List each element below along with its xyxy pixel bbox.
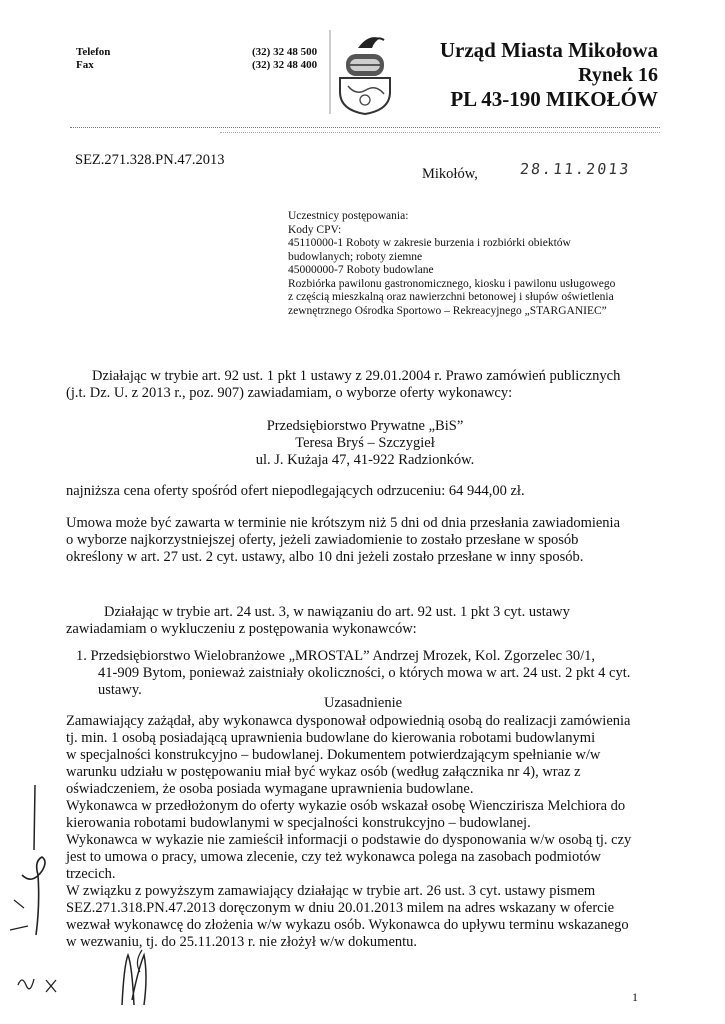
justification-heading: Uzasadnienie: [323, 695, 403, 711]
office-street: Rynek 16: [578, 64, 658, 86]
page-number: 1: [632, 990, 638, 1004]
office-postal: PL 43-190 MIKOŁÓW: [450, 87, 658, 111]
justification-line: warunku udziału w postępowaniu miał być wykaz osób (według załącznika nr 4), wraz z: [66, 764, 581, 780]
agreement-paragraph: [66, 515, 662, 566]
justification-line: W związku z powyższym zamawiający działając w trybie art. 26 ust. 3 cyt. ustawy pismem: [66, 883, 596, 899]
justification-line: oświadczeniem, że osoba posiada wymagane uprawnienia budowlane.: [66, 781, 474, 797]
agreement-line: określony w art. 27 ust. 2 cyt. ustawy, albo 10 dni jeżeli zostało przesłane w inny sposób.: [66, 549, 584, 565]
agreement-line: o wyborze najkorzystniejszej oferty, jeżeli zawiadomienie to zostało przesłane w sposób: [66, 532, 579, 548]
section2-line2: zawiadamiam o wykluczeniu z postępowania wykonawców:: [66, 621, 417, 637]
section1-line1: Działając w trybie art. 92 ust. 1 pkt 1 ustawy z 29.01.2004 r. Prawo zamówień publicznych: [92, 368, 621, 384]
price-line: najniższa cena oferty spośród ofert niepodlegających odrzuceniu: 64 944,00 zł.: [66, 483, 525, 499]
place-label: Mikołów,: [422, 166, 478, 182]
addressee-block: [288, 210, 656, 318]
phone-number: (32) 32 48 500: [252, 46, 318, 58]
addressee-line: Kody CPV:: [288, 223, 342, 236]
excluded-line2: 41-909 Bytom, ponieważ zaistniały okoliczności, o których mowa w art. 24 ust. 2 pkt 4 cyt.: [98, 665, 631, 681]
city-crest-logo: [328, 28, 406, 118]
contractor-name: Przedsiębiorstwo Prywatne „BiS”: [266, 418, 464, 434]
justification-line: jest to umowa o pracy, umowa zlecenie, czy też wykonawca polega na zasobach podmiotów: [66, 849, 601, 865]
justification-line: Wykonawca w przedłożonym do oferty wykazie osób wskazał osobę Wienczirisza Melchiora do: [66, 798, 626, 814]
handwritten-margin-marks: [0, 780, 70, 1020]
handwritten-initials: [112, 945, 162, 1015]
contractor-person: Teresa Bryś – Szczygieł: [295, 435, 435, 451]
phone-label: Telefon: [76, 46, 111, 58]
contractor-block: [200, 418, 530, 469]
fax-label: Fax: [76, 59, 94, 71]
addressee-line: zewnętrznego Ośrodka Sportowo – Rekreacyjnego „STARGANIEC”: [288, 304, 607, 317]
excluded-line1: 1. Przedsiębiorstwo Wielobranżowe „MROSTAL” Andrzej Mrozek, Kol. Zgorzelec 30/1,: [76, 648, 596, 664]
section1-line2: (j.t. Dz. U. z 2013 r., poz. 907) zawiadamiam, o wyborze oferty wykonawcy:: [66, 385, 513, 401]
addressee-line: Rozbiórka pawilonu gastronomicznego, kiosku i pawilonu usługowego: [288, 277, 616, 290]
contractor-address: ul. J. Kużaja 47, 41-922 Radzionków.: [255, 452, 475, 468]
justification-paragraph: [66, 713, 662, 951]
reference-number: SEZ.271.328.PN.47.2013: [75, 152, 225, 168]
addressee-line: budowlanych; roboty ziemne: [288, 250, 423, 263]
section2-line1: Działając w trybie art. 24 ust. 3, w nawiązaniu do art. 92 ust. 1 pkt 3 cyt. ustawy: [104, 604, 570, 620]
justification-line: Zamawiający zażądał, aby wykonawca dysponował odpowiednią osobą do realizacji zamówienia: [66, 713, 631, 729]
excluded-line3: ustawy.: [98, 682, 142, 698]
justification-line: w wezwaniu, tj. do 25.11.2013 r. nie złożył w/w dokumentu.: [66, 934, 418, 950]
fax-number: (32) 32 48 400: [252, 59, 318, 71]
addressee-line: 45110000-1 Roboty w zakresie burzenia i rozbiórki obiektów: [288, 237, 571, 249]
justification-line: kierowania robotami budowlanymi w specjalności konstrukcyjno – budowlanej.: [66, 815, 531, 831]
justification-line: w specjalności konstrukcyjno – budowlanej. Dokumentem potwierdzającym spełnianie w/w: [66, 747, 601, 763]
addressee-line: Uczestnicy postępowania:: [288, 210, 409, 222]
header-divider: [70, 127, 660, 128]
addressee-line: z częścią mieszkalną oraz nawierzchni betonowej i słupów oświetlenia: [288, 291, 614, 303]
addressee-line: 45000000-7 Roboty budowlane: [288, 264, 434, 276]
justification-line: Wykonawca w wykazie nie zamieścił informacji o podstawie do dysponowania w/w osobą tj. czy: [66, 832, 632, 848]
handwritten-date: 28.11.2013: [519, 160, 632, 178]
justification-line: trzecich.: [66, 866, 116, 882]
justification-line: wezwał wykonawcę do złożenia w/w wykazu osób. Wykonawca do upływu terminu wskazanego: [66, 917, 629, 933]
justification-line: SEZ.271.318.PN.47.2013 doręczonym w dniu 20.01.2013 milem na adres wskazany w ofercie: [66, 900, 615, 916]
justification-line: tj. min. 1 osobą posiadającą uprawnienia budowlane do kierowania robotami budowlanymi: [66, 730, 596, 746]
header-divider-secondary: [220, 132, 660, 133]
office-name: Urząd Miasta Mikołowa: [439, 38, 658, 62]
agreement-line: Umowa może być zawarta w terminie nie krótszym niż 5 dni od dnia przesłania zawiadomienia: [66, 515, 621, 531]
